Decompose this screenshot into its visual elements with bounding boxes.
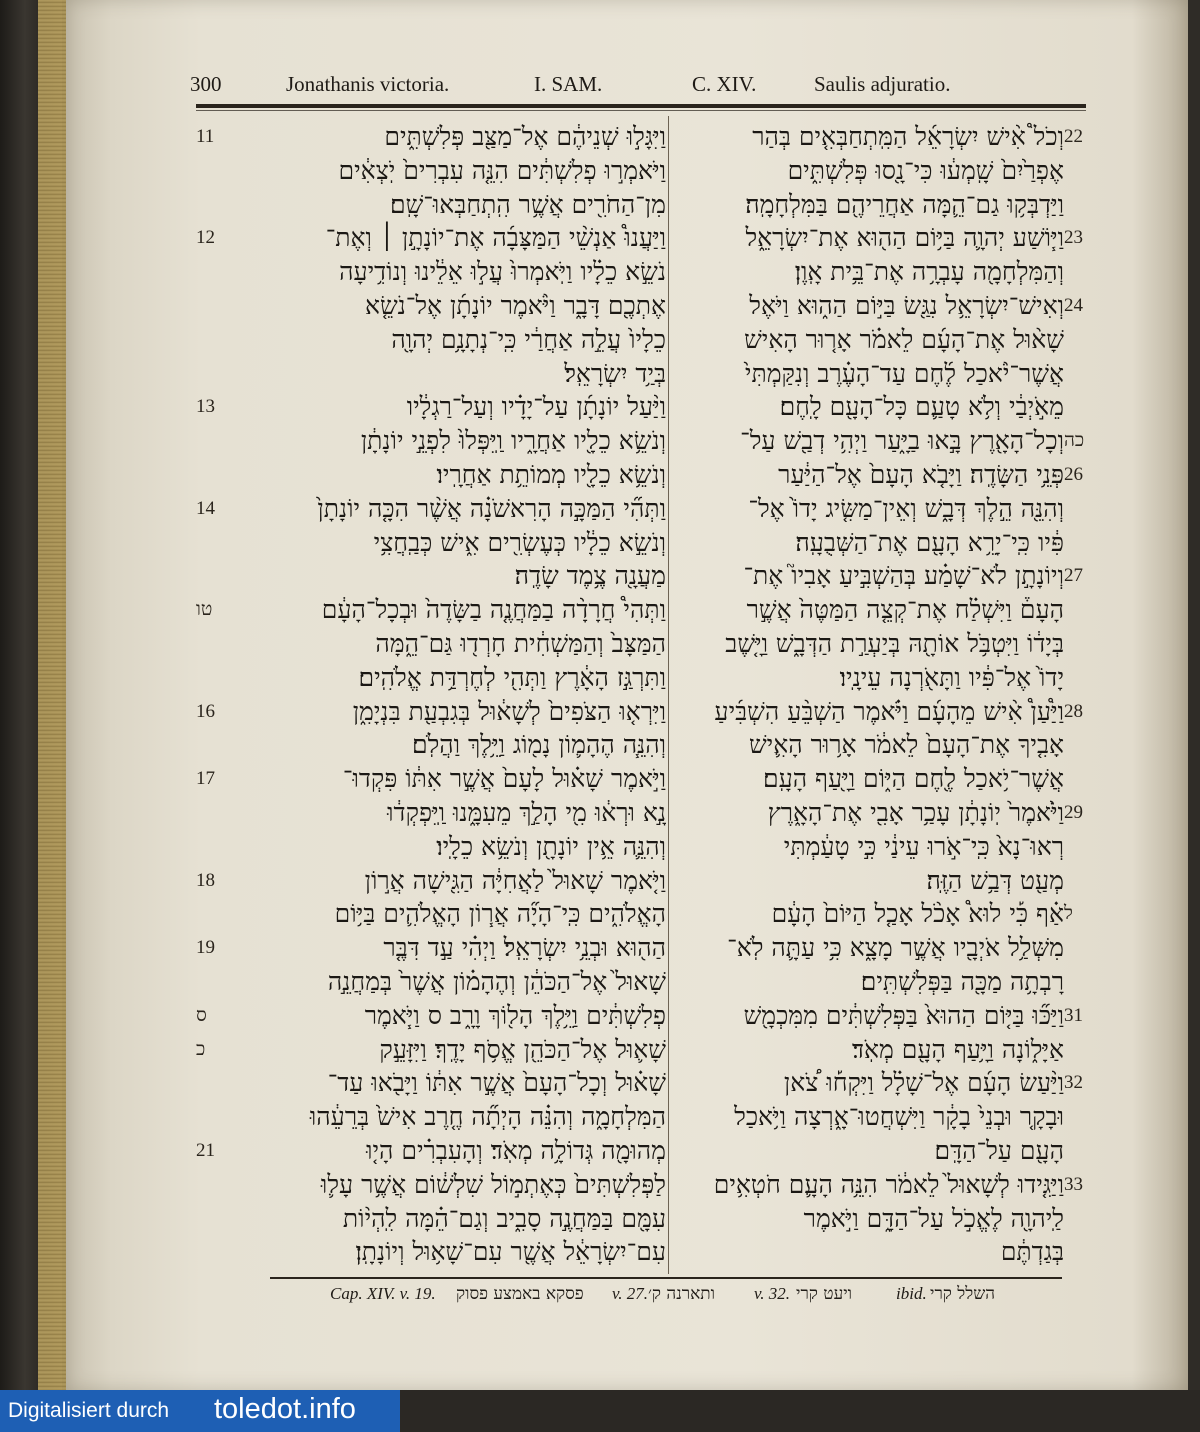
text-line: מְהוּמָ֖ה גְּדוֹלָ֥ה מְאֹֽד׃ וְהָעִבְרִ֗ים הָי֤וּ [366,1136,666,1165]
text-line: אֲשֶׁר־יֹ֨אכַל לֶ֜חֶם עַד־הָעֶ֗רֶב וְנִקַּמְתִּי֙ [744,358,1064,388]
text-line: פְלִשְׁתִּ֔ים וַיֵּ֥לֶךְ הָל֖וֹךְ וָרָ֑ב ס וַיֹּ֧אמֶר [364,1000,666,1030]
verse-number: 24 [1064,295,1083,316]
footnote-reference: v. 27. [612,1284,649,1303]
verse-number: 26 [1064,464,1083,485]
running-header [190,66,1070,106]
page-number: 300 [190,72,222,96]
verse-number: 33 [1064,1173,1083,1195]
text-line: רָבְתָ֥ה מַכָּ֖ה בַּפְּלִשְׁתִּֽים׃ [860,967,1064,996]
left-text-column [196,114,666,1274]
verse-number: טו [196,599,213,621]
text-line: עִמָּ֖ם בַּמַּחֲנֶ֣ה סָבִ֑יב וְגַם־הֵ֗מָּה לִֽהְי֨וֹת [342,1203,666,1233]
text-line: בְּגַדְתֶּ֔ם [1000,1237,1064,1267]
verse-number: 31 [1064,1004,1083,1026]
verse-number: 29 [1064,802,1083,823]
footnote-note: השלל קרי [930,1284,996,1304]
text-line: בְּיַ֥ד יִשְׂרָאֵֽל׃ [564,358,666,388]
footer-rule [270,1277,1062,1279]
text-line: וַיִּרְא֤וּ הַצֹּפִים֙ לְשָׁא֔וּל בְּגִבְעַ֖ת בִּנְיָמִ֑ן [352,696,666,726]
book-name: I. SAM. [534,72,603,96]
chapter-label: C. XIV. [692,72,757,96]
text-line: וְאִישׁ־יִשְׂרָאֵ֥ל נִגַּ֖שׂ בַּיּ֣וֹם הַה֑וּא וַיֹּאֶל [749,291,1064,320]
text-line: לַפְּלִשְׁתִּים֙ כְּאֶתְמ֣וֹל שִׁלְשׁ֔וֹם אֲשֶׁ֥ר עָל֛וּ [320,1169,666,1199]
text-line: אָבִ֤יךָ אֶת־הָעָם֙ לֵאמֹ֔ר אָר֥וּר הָאִ֛ישׁ [748,730,1064,760]
text-line: וַיַּדְבְּק֥וּ גַם־הֵ֛מָּה אַחֲרֵיהֶ֖ם בַּמִּלְחָמָֽה׃ [745,189,1064,219]
text-line: עִם־יִשְׂרָאֵ֔ל אֲשֶׁ֖ר עִם־שָׁא֥וּל וְיוֹנָתָֽן׃ [355,1237,666,1267]
text-line: הָעָם֒ וַיִּשְׁלַ֗ח אֶת־קְצֵ֤ה הַמַּטֶּה֙ אֲשֶׁ֣ר [746,595,1064,625]
text-line: וְכֹל֩ אִ֨ישׁ יִשְׂרָאֵ֜ל הַמִּֽתְחַבְּאִ֤ים בְּהַר [752,122,1064,151]
text-line: וַיּ֧וֹשַׁע יְהוָ֛ה בַּיּ֥וֹם הַה֖וּא אֶת־יִשְׂרָאֵ֑ל [745,223,1064,253]
text-line: וַיַּגִּ֤ידוּ לְשָׁאוּל֙ לֵאמֹ֔ר הִנֵּ֥ה הָעָ֛ם חֹטְאִ֥ים [713,1169,1064,1199]
text-line: וַתְּהִ֞י הַמַּכָּ֣ה הָרִאשֹׁנָ֗ה אֲשֶׁ֨ר הִכָּ֤ה יוֹנָתָן֙ [317,493,666,523]
text-line: וַיַּ֩עַן֩ אִ֨ישׁ מֵהָעָ֜ם וַיֹּ֗אמֶר הַשְׁבֵּ֨עַ הִשְׁבִּ֜יעַ [714,696,1064,726]
footnote-reference: v. 32. [754,1284,791,1303]
verse-number: 32 [1064,1072,1083,1094]
verse-number: 28 [1064,700,1083,722]
left-running-title: Jonathanis victoria. [286,72,450,96]
header-rule-thin [196,110,1086,111]
column-divider [668,116,669,1274]
verse-number: כ [196,1038,206,1060]
text-line: אֲשֶׁר־יֹ֥אכַל לֶ֖חֶם הַיּ֑וֹם וַיָּ֖עַף הָעָֽם׃ [762,764,1064,794]
verse-number: 18 [196,869,215,891]
verse-number: 12 [196,227,215,249]
verse-number: 13 [196,396,215,418]
text-line: וַתְּהִי֩ חֲרָדָ֨ה בַמַּחֲנֶ֤ה בַשָּׂדֶה֙ וּבְכָל־הָעָ֔ם [321,595,666,625]
text-line: אַ֗ף כִּ֡י לוּא֩ אָכֹ֨ל אָכַ֤ל הַיּוֹם֙ הָעָ֔ם [771,899,1064,929]
text-line: שָׁא֗וּל וְכָל־הָעָם֙ אֲשֶׁ֣ר אִתּ֔וֹ וַיָּבֹ֖אוּ עַד־ [327,1068,666,1098]
verse-number: 27 [1064,565,1083,587]
text-line: מֵאֹ֣יְבַ֔י וְלֹ֥א טָעַ֛ם כָּל־הָעָ֖ם לָֽחֶם׃ [779,392,1064,422]
text-line: רְאוּ־נָא֙ כִּֽי־אֹ֣רוּ עֵינַ֔י כִּ֣י טָעַ֔מְתִּי [783,831,1064,861]
footnote-note: פסקא באמצע פסוק [456,1284,584,1304]
text-line: אֶתְכֶ֖ם דָּבָ֑ר וַיֹּ֨אמֶר יוֹנָתָ֜ן אֶל־נֹשֵׂ֤א [364,291,666,320]
verse-number: 22 [1064,126,1083,147]
verse-number: 11 [196,126,215,147]
verse-number: 19 [196,937,215,959]
text-line: הַמִּלְחָמָ֑ה וְהִנֵּ֗ה הָיְתָ֞ה חֶ֤רֶב אִישׁ֙ בְּרֵעֵ֔הוּ [309,1102,666,1132]
text-line: וַיֹּ֣אמֶר שָׁא֗וּל לָעָם֙ אֲשֶׁ֣ר אִתּ֔וֹ פִּקְדוּ־ [342,764,666,794]
text-line: שָׁאוּל֙ אֶל־הַכֹּהֵ֔ן וְהֶהָמ֗וֹן אֲשֶׁר֙ בְּמַחֲנֵ֣ה [327,967,666,996]
header-rule [196,104,1086,108]
text-line: מְעַ֖ט דְּבַ֥שׁ הַזֶּֽה׃ [926,865,1064,895]
verse-number: 16 [196,700,215,722]
text-line: וְנֹשֵׂ֣א כֵלָ֔יו כְּעֶשְׂרִ֖ים אִ֑ישׁ כְּבַֽחֲצִ֥י [373,527,666,557]
text-line: וַיַּעֲנוּ֩ אַנְשֵׁ֨י הַמַּצָּבָ֜ה אֶת־יוֹנָתָ֣ן ׀ וְאֶת־ [325,223,666,253]
text-line: וְהִנֵּ֛ה אֵ֥ין יוֹנָתָ֖ן וְנֹשֵׂ֥א כֵלָֽיו׃ [436,831,666,861]
text-line: וַיֹּ֙אמֶר֙ יֽוֹנָתָ֔ן עָכַ֥ר אָבִ֖י אֶת־הָאָ֑רֶץ [767,798,1064,827]
text-line: הַמַּצָּב֙ וְהַמַּשְׁחִ֔ית חָרְד֖וּ גַּם־הֵ֑מָּה [375,629,666,658]
text-line: וּבָקָ֤ר וּבְנֵי֙ בָקָ֔ר וַיִּשְׁחֲטוּ־אָ֑רְצָה וַיֹּ֥אכַל [734,1102,1064,1132]
text-line: וְהִנֵּ֧ה הֶהָמ֛וֹן נָמ֖וֹג וַיֵּ֥לֶךְ וַהֲלֹֽם׃ [411,730,666,760]
text-line: בְּיָד֔וֹ וַיִּטְבֹּ֥ל אוֹתָ֖הּ בְּיַעְרַ֣ת הַדְּבָ֑שׁ וַיָּ֤שֶׁב [725,629,1064,658]
text-line: וְהַמִּלְחָמָ֖ה עָבְרָ֥ה אֶת־בֵּ֥ית אָֽוֶן׃ [794,257,1064,287]
footnote-reference: Cap. XIV. v. 19. [330,1284,436,1303]
digitization-watermark[interactable] [0,1390,400,1432]
text-line: אַיָּל֑וֹנָה וַיָּ֥עַף הָעָ֖ם מְאֹֽד׃ [851,1034,1064,1064]
text-line: וַיַּ֨עַל יוֹנָתָ֜ן עַל־יָדָ֗יו וְעַל־רַגְלָ֔יו [406,392,666,422]
text-line: נֹשֵׂ֣א כֵלָ֗יו וַיֹּֽאמְרוּ֙ עֲל֣וּ אֵלֵ֔ינוּ וְנוֹדִ֥יעָה [339,257,666,287]
text-line: וַיַּכּ֞וּ בַּיּ֤וֹם הַהוּא֙ בַּפְּלִשְׁתִּ֔ים מִמִּכְמָ֖שׁ [743,1000,1064,1030]
text-line: וַיַּ֨עַשׂ הָעָ֜ם אֶל־שָׁלָ֗ל וַיִּקְח֡וּ צֹ֠אן [783,1068,1064,1098]
text-line: כֵלָיו֙ עֲלֵ֣ה אַחֲרַ֔י כִּֽי־נְתָנָ֥ם יְהוָ֖ה [391,324,666,354]
footnote-reference: ibid. [896,1284,927,1303]
verse-number: 17 [196,768,215,790]
text-line: וַיֹּאמְר֣וּ פְלִשְׁתִּ֔ים הִנֵּ֤ה עִבְרִים֙ יֹֽצְאִ֔ים [338,155,666,185]
text-line: וַתִּרְגַּ֣ז הָאָ֔רֶץ וַתְּהִ֖י לְחֶרְדַּ֥ת אֱלֹהִֽים׃ [358,662,666,692]
text-line: וְנֹשֵׂ֥א כֵלָ֖יו מְמוֹתֵ֥ת אַחֲרָֽיו׃ [436,460,666,489]
text-line: וַיֹּ֤אמֶר שָׁאוּל֙ לַאֲחִיָּ֔ה הַגִּ֖ישָׁה אֲר֣וֹן [364,865,666,895]
text-line: פְּנֵ֥י הַשָּׂדֶֽה׃ וַיָּבֹ֤א הָעָם֙ אֶל־הַיַּ֔עַר [778,460,1064,489]
text-line: וְכָל־הָאָ֖רֶץ בָּ֣אוּ בַיָּ֑עַר וַיְהִ֥י דְבַ֖שׁ עַל־ [740,426,1064,456]
verse-number: ל [1064,903,1073,925]
watermark-prefix-text: Digitalisiert durch [8,1399,170,1422]
text-line: וְיוֹנָתָ֣ן לֹא־שָׁמַ֗ע בְּהַשְׁבִּ֣יעַ אָבִיו֮ אֶת־ [743,561,1064,591]
text-line: הָאֱלֹהִ֑ים כִּֽי־הָיָ֞ה אֲר֧וֹן הָאֱלֹהִ֛ים בַּיּ֥וֹם [334,899,666,929]
footnote-note: ותארנה ק׳ [648,1284,716,1304]
text-line: מִשְּׁלַ֥ל אֹיְבָ֖יו אֲשֶׁ֣ר מָצָ֑א כִּ֥י עַתָּ֛ה לֹֽא־ [727,933,1064,963]
text-line: וַיִּגָּל֣וּ שְׁנֵיהֶ֔ם אֶל־מַצַּ֖ב פְּלִשְׁתִּ֑ים [384,122,666,151]
text-line: וְהִנֵּ֖ה הֵ֣לֶךְ דְּבָ֑שׁ וְאֵין־מַשִּׂ֤יג יָדוֹ֙ אֶל־ [748,493,1064,523]
text-line: נָ֣א וּרְא֔וּ מִ֖י הָלַ֣ךְ מֵעִמָּ֑נוּ וַֽיִּפְקְד֔וּ [387,798,666,827]
text-line: וְנֹשֵׂ֥א כֵלָ֖יו אַחֲרָ֑יו וַֽיִּפְּלוּ֙ לִפְנֵ֣י יוֹנָתָ֔ן [360,426,666,456]
verse-number: 21 [196,1140,215,1161]
verse-number: כה [1064,430,1085,452]
text-line: הָעָ֖ם עַל־הַדָּֽם׃ [934,1136,1064,1165]
text-line: שָׁא֨וּל אֶת־הָעָ֜ם לֵאמֹ֗ר אָר֤וּר הָאִישׁ [744,324,1064,354]
text-line: אֶפְרַ֙יִם֙ שָֽׁמְע֔וּ כִּי־נָ֖סוּ פְּלִשְׁתִּ֑ים [787,155,1064,185]
watermark-site-link[interactable]: toledot.info [214,1393,356,1425]
right-running-title: Saulis adjuratio. [814,72,951,96]
text-line: מִן־הַחֹרִ֖ים אֲשֶׁ֥ר הִֽתְחַבְּאוּ־שָֽׁם׃ [390,189,666,219]
footnote-note: ויעט קרי [796,1284,853,1304]
text-line: שָׁא֛וּל אֶל־הַכֹּהֵ֖ן אֱסֹ֥ף יָדֶֽךָ׃ וַיִּזָּעֵ֣ק [379,1034,666,1064]
masora-footnote [330,1284,1050,1314]
right-text-column [672,114,1090,1274]
verse-number: 14 [196,497,215,519]
text-line: לַֽיהוָ֖ה לֶאֱכֹ֣ל עַל־הַדָּ֑ם וַיֹּ֣אמֶר [803,1203,1064,1233]
text-line: מַעֲנָ֖ה צֶ֥מֶד שָׂדֶֽה׃ [514,561,666,591]
text-line: פִּ֔יו כִּֽי־יָרֵ֥א הָעָ֖ם אֶת־הַשְּׁבֻעָֽה׃ [795,527,1064,557]
verse-number: 23 [1064,227,1083,249]
text-line: יָדוֹ֙ אֶל־פִּ֔יו וַתָּאֹ֖רְנָה עֵינָֽיו׃ [839,662,1064,692]
text-line: הַה֖וּא וּבְנֵ֥י יִשְׂרָאֵֽל׃ וַיְהִ֗י עַ֣ד דִּבֶּ֤ר [383,933,666,963]
verse-number: ס [196,1004,207,1026]
